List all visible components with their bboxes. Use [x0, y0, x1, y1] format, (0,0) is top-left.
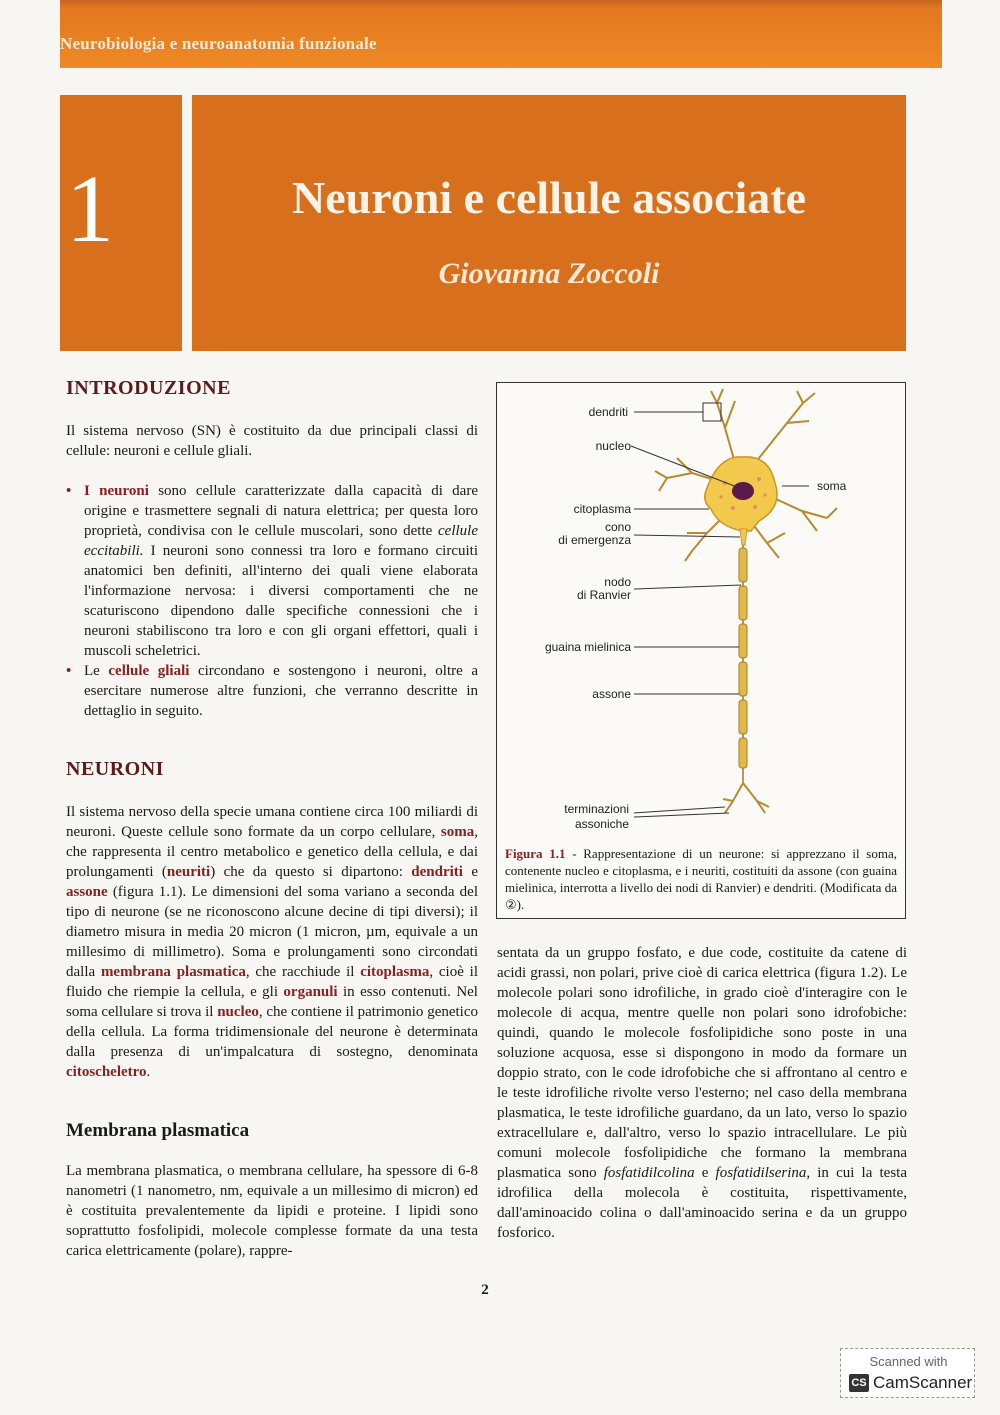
neuroni-paragraph [66, 802, 478, 1082]
kw-soma: soma [440, 824, 475, 840]
axon-hillock [740, 529, 747, 545]
label-citoplasma: citoplasma [573, 502, 631, 516]
label-terminazioni: terminazioni [564, 802, 629, 816]
kw-organuli: organuli [283, 984, 338, 1000]
neuroni-text-5: (figura 1.1). Le dimensioni del soma variano a seconda del tipo di neurone (se ne riconoscono alcune decine di tipi diversi); il diametro misura in media 20 micron (1 micron, µm, equivale a un millesimo di millimetro). Soma e prolungamenti sono circondati dalla [66, 884, 478, 980]
membrana-paragraph: La membrana plasmatica, o membrana cellulare, ha spessore di 6-8 nanometri (1 nanometro, nm, equivale a un millesimo di micron) ed è costituita prevalentemente da lipidi e proteine. I lipidi sono soprattutto fosfolipidi, molecole complesse formate da una testa carica elettricamente (polare), rappre- [66, 1163, 478, 1259]
kw-nucleo: nucleo [217, 1004, 259, 1020]
neuroni-text-9: , che contiene il patrimonio genetico della cellula. La forma tridimensionale del neurone è determinata dalla presenza di un'impalcatura di sostegno, denominata [66, 1004, 478, 1060]
kw-citoplasma: citoplasma [360, 964, 430, 980]
running-header-bar [60, 0, 942, 68]
right-text-3: , in cui la testa idrofilica della molecola è costituita, rispettivamente, dall'aminoacido colina o dall'aminoacido serina e da un gruppo fosforico. [497, 1165, 907, 1241]
label-cono: cono [604, 520, 631, 534]
bullet-glia [66, 661, 478, 721]
camscanner-watermark [840, 1348, 975, 1398]
right-text-2: e [694, 1165, 716, 1181]
neuroni-text-8: in esso contenuti. Nel soma cellulare si trova il [66, 984, 478, 1020]
camscanner-logo-icon: CS [849, 1374, 869, 1392]
axon-terminals [723, 783, 769, 813]
label-nucleo: nucleo [595, 439, 631, 453]
kw-cellule-gliali: cellule gliali [108, 663, 190, 679]
neuroni-text-10: . [146, 1064, 151, 1080]
bullet-neuroni [66, 481, 478, 661]
term-cellule-eccitabili: cellule eccitabili. [84, 523, 478, 559]
intro-section [66, 378, 478, 721]
chapter-title-box [192, 95, 906, 351]
neuroni-text-6: , che racchiude il [245, 964, 361, 980]
term-fosfatidilcolina: fosfatidilcolina [603, 1165, 695, 1181]
chapter-number-box [60, 95, 182, 351]
neuroni-section [66, 759, 478, 1082]
right-column-text [497, 943, 907, 1243]
kw-neuriti: neuriti [166, 864, 211, 880]
term-fosfatidilserina: fosfatidilserina [715, 1165, 807, 1181]
chapter-title: Neuroni e cellule associate [292, 172, 806, 223]
neuron-diagram [497, 383, 904, 843]
kw-neuroni: I neuroni [84, 483, 149, 499]
intro-heading: INTRODUZIONE [66, 377, 231, 399]
chapter-author: Giovanna Zoccoli [438, 257, 660, 290]
label-assoniche: assoniche [574, 817, 629, 831]
intro-bullet-list [66, 481, 478, 721]
nucleus [732, 482, 754, 500]
bullet-glia-text-1: circondano e sostengono i neuroni, oltre a esercitare numerose altre funzioni, che verranno descritte in dettaglio in seguito. [84, 663, 478, 719]
bullet-glia-text-0: Le [84, 663, 109, 679]
caption-label: Figura 1.1 [505, 846, 566, 861]
neuroni-text-3: ) che da questo si dipartono: [210, 864, 412, 880]
label-nodo: nodo [604, 575, 631, 589]
label-assone: assone [592, 687, 631, 701]
label-dendriti: dendriti [588, 405, 628, 419]
bullet-neuroni-text-2: I neuroni sono connessi tra loro e formano circuiti anatomici ben definiti, all'interno dei quali viene elaborata l'informazione nervosa: i diversi comportamenti che ne scaturiscono dipendono dalle specifiche connessioni che i neuroni stabiliscono tra loro e con gli organi effettori, quali i muscoli scheletrici. [84, 543, 478, 659]
kw-assone: assone [66, 884, 108, 900]
figure-1-1 [496, 382, 906, 919]
running-title: Neurobiologia e neuroanatomia funzionale [60, 34, 377, 53]
page-number: 2 [481, 1282, 489, 1298]
intro-paragraph: Il sistema nervoso (SN) è costituito da due principali classi di cellule: neuroni e cellule gliali. [66, 423, 478, 459]
neuroni-text-2: , che rappresenta il centro metabolico e genetico della cellula, e dai prolungamenti ( [66, 824, 478, 880]
neuroni-text-7: , cioè il fluido che riempie la cellula, e gli [66, 964, 478, 1000]
right-column-paragraph [497, 943, 907, 1243]
membrana-heading: Membrana plasmatica [66, 1120, 250, 1141]
right-text-1: sentata da un gruppo fosfato, e due code, costituite da catene di acidi grassi, non polari, prive cioè di carica elettrica (figura 1.2). Le molecole polari sono idrofiliche, in grado cioè d'interagire con le molecole di acqua, mentre quelle non polari sono idrofobiche: quindi, quando le molecole fosfolipidiche sono poste in una soluzione acquosa, esse si dispongono in modo da formare un doppio strato, con le code idrofobiche che si affrontano al centro e le teste idrofiliche rivolte verso l'esterno; nel caso della membrana plasmatica, le teste idrofiliche guardano, da un lato, verso lo spazio extracellulare e, dall'altro, verso lo spazio intracellulare. Le più comuni molecole fosfolipidiche che formano la membrana plasmatica sono [497, 945, 907, 1181]
kw-dendriti: dendriti [411, 864, 463, 880]
neuroni-text-1: Il sistema nervoso della specie umana contiene circa 100 miliardi di neuroni. Queste cellule sono formate da un corpo cellulare, [66, 804, 478, 840]
kw-citoscheletro: citoscheletro [66, 1064, 147, 1080]
kw-membrana-plasmatica: membrana plasmatica [100, 964, 246, 980]
neuroni-heading: NEURONI [66, 758, 164, 780]
figure-caption [505, 845, 897, 913]
label-di-ranvier: di Ranvier [576, 588, 631, 602]
label-guaina-mielinica: guaina mielinica [544, 640, 631, 654]
membrana-section [66, 1121, 478, 1261]
caption-text: - Rappresentazione di un neurone: si apprezzano il soma, contenente nucleo e citoplasma, e i neuriti, costituiti da assone (con guaina mielinica, interrotta a livello dei nodi di Ranvier) e dendriti. (Modificata da ②). [505, 846, 897, 912]
neuroni-text-4: e [462, 864, 478, 880]
label-soma: soma [817, 479, 847, 493]
label-di-emergenza: di emergenza [558, 533, 631, 547]
camscanner-name: CamScanner [873, 1373, 973, 1392]
bullet-neuroni-text-1: sono cellule caratterizzate dalla capacità di dare origine e trasmettere segnali di natura elettrica; per questa loro proprietà, condivisa con le cellule muscolari, sono dette [84, 483, 478, 539]
scan-with-text: Scanned with [869, 1354, 948, 1369]
chapter-number: 1 [66, 155, 114, 262]
